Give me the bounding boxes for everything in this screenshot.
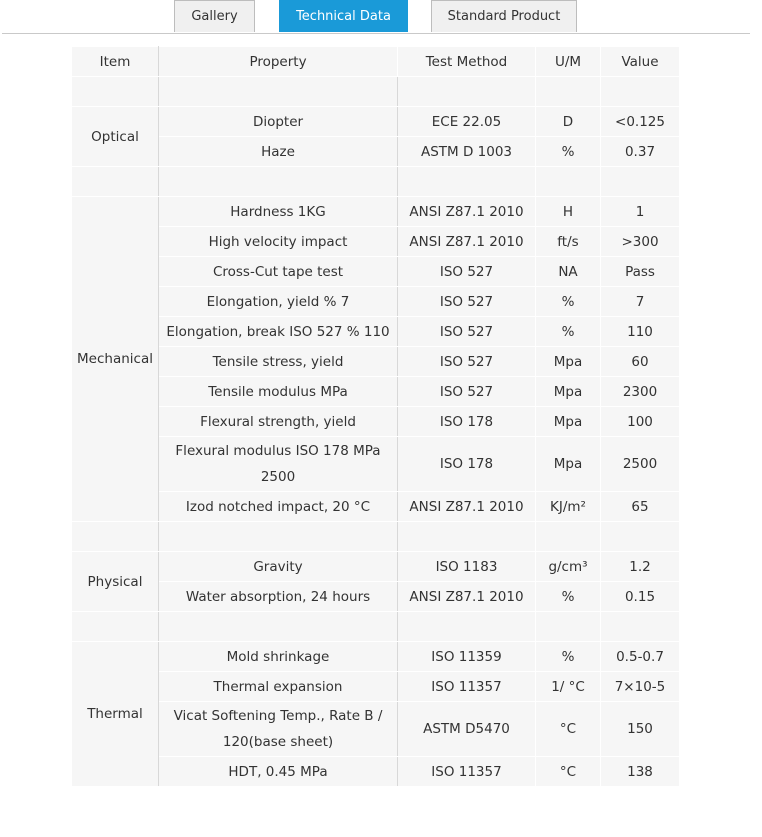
cell-property: Elongation, break ISO 527 % 110 [159, 317, 398, 347]
cell-property: High velocity impact [159, 227, 398, 257]
cell-property: Elongation, yield % 7 [159, 287, 398, 317]
cell-property: Diopter [159, 107, 398, 137]
cell-um: % [536, 317, 601, 347]
cell-method: ASTM D5470 [398, 702, 536, 757]
group-mechanical: Mechanical [72, 197, 159, 522]
header-test-method: Test Method [398, 47, 536, 77]
cell-method: ISO 11357 [398, 757, 536, 787]
cell-value: 1 [601, 197, 680, 227]
cell-um: °C [536, 757, 601, 787]
table-row [72, 347, 680, 377]
cell-value: 2300 [601, 377, 680, 407]
header-item: Item [72, 47, 159, 77]
cell-property: Flexural modulus ISO 178 MPa 2500 [159, 437, 398, 492]
cell-method: ANSI Z87.1 2010 [398, 582, 536, 612]
cell-property: Hardness 1KG [159, 197, 398, 227]
cell-property: Izod notched impact, 20 °C [159, 492, 398, 522]
tab-bar [0, 0, 762, 34]
cell-um: °C [536, 702, 601, 757]
cell-value: Pass [601, 257, 680, 287]
table-row [72, 552, 680, 582]
table-row [72, 227, 680, 257]
cell-property: Vicat Softening Temp., Rate B / 120(base sheet) [159, 702, 398, 757]
cell-method: ISO 178 [398, 437, 536, 492]
cell-property: Water absorption, 24 hours [159, 582, 398, 612]
table-spacer-row [72, 167, 680, 197]
tab-standard-product[interactable]: Standard Product [431, 0, 577, 32]
cell-method: ISO 527 [398, 347, 536, 377]
cell-value: 65 [601, 492, 680, 522]
cell-um: 1/ °C [536, 672, 601, 702]
cell-method: ASTM D 1003 [398, 137, 536, 167]
cell-um: Mpa [536, 407, 601, 437]
cell-method: ISO 1183 [398, 552, 536, 582]
cell-method: ISO 527 [398, 377, 536, 407]
group-thermal: Thermal [72, 642, 159, 787]
cell-um: % [536, 642, 601, 672]
header-property: Property [159, 47, 398, 77]
table-spacer-row [72, 522, 680, 552]
cell-method: ISO 178 [398, 407, 536, 437]
cell-um: H [536, 197, 601, 227]
table-row [72, 197, 680, 227]
table-row [72, 757, 680, 787]
group-optical: Optical [72, 107, 159, 167]
cell-method: ANSI Z87.1 2010 [398, 227, 536, 257]
table-spacer-row [72, 77, 680, 107]
cell-value: <0.125 [601, 107, 680, 137]
header-value: Value [601, 47, 680, 77]
cell-value: >300 [601, 227, 680, 257]
table-row [72, 287, 680, 317]
cell-property: Thermal expansion [159, 672, 398, 702]
cell-property: Gravity [159, 552, 398, 582]
cell-property: Flexural strength, yield [159, 407, 398, 437]
table-row [72, 582, 680, 612]
table-row [72, 642, 680, 672]
group-physical: Physical [72, 552, 159, 612]
cell-value: 7×10-5 [601, 672, 680, 702]
cell-um: ft/s [536, 227, 601, 257]
table-header-row [72, 47, 680, 77]
table-row [72, 437, 680, 492]
table-row [72, 107, 680, 137]
cell-value: 100 [601, 407, 680, 437]
cell-um: D [536, 107, 601, 137]
table-row [72, 672, 680, 702]
table-row [72, 702, 680, 757]
tab-divider [2, 33, 750, 34]
cell-property: Cross-Cut tape test [159, 257, 398, 287]
cell-value: 150 [601, 702, 680, 757]
cell-value: 0.5-0.7 [601, 642, 680, 672]
tab-gallery[interactable]: Gallery [174, 0, 255, 32]
cell-um: % [536, 582, 601, 612]
cell-um: KJ/m² [536, 492, 601, 522]
cell-method: ECE 22.05 [398, 107, 536, 137]
technical-data-table [71, 46, 680, 787]
cell-um: Mpa [536, 377, 601, 407]
cell-value: 110 [601, 317, 680, 347]
cell-method: ANSI Z87.1 2010 [398, 197, 536, 227]
table-spacer-row [72, 612, 680, 642]
table-row [72, 317, 680, 347]
cell-method: ISO 527 [398, 317, 536, 347]
cell-property: Tensile stress, yield [159, 347, 398, 377]
cell-value: 7 [601, 287, 680, 317]
cell-um: g/cm³ [536, 552, 601, 582]
table-row [72, 257, 680, 287]
table-row [72, 407, 680, 437]
cell-property: Haze [159, 137, 398, 167]
cell-value: 138 [601, 757, 680, 787]
cell-value: 60 [601, 347, 680, 377]
cell-property: Tensile modulus MPa [159, 377, 398, 407]
table-row [72, 492, 680, 522]
cell-um: % [536, 137, 601, 167]
cell-property: Mold shrinkage [159, 642, 398, 672]
cell-value: 2500 [601, 437, 680, 492]
cell-method: ISO 11357 [398, 672, 536, 702]
table-row [72, 137, 680, 167]
header-um: U/M [536, 47, 601, 77]
cell-method: ISO 11359 [398, 642, 536, 672]
cell-um: % [536, 287, 601, 317]
cell-value: 1.2 [601, 552, 680, 582]
table-row [72, 377, 680, 407]
cell-value: 0.37 [601, 137, 680, 167]
cell-method: ISO 527 [398, 287, 536, 317]
cell-um: NA [536, 257, 601, 287]
tab-technical-data[interactable]: Technical Data [279, 0, 408, 32]
cell-property: HDT, 0.45 MPa [159, 757, 398, 787]
cell-value: 0.15 [601, 582, 680, 612]
cell-method: ANSI Z87.1 2010 [398, 492, 536, 522]
cell-um: Mpa [536, 347, 601, 377]
cell-um: Mpa [536, 437, 601, 492]
cell-method: ISO 527 [398, 257, 536, 287]
